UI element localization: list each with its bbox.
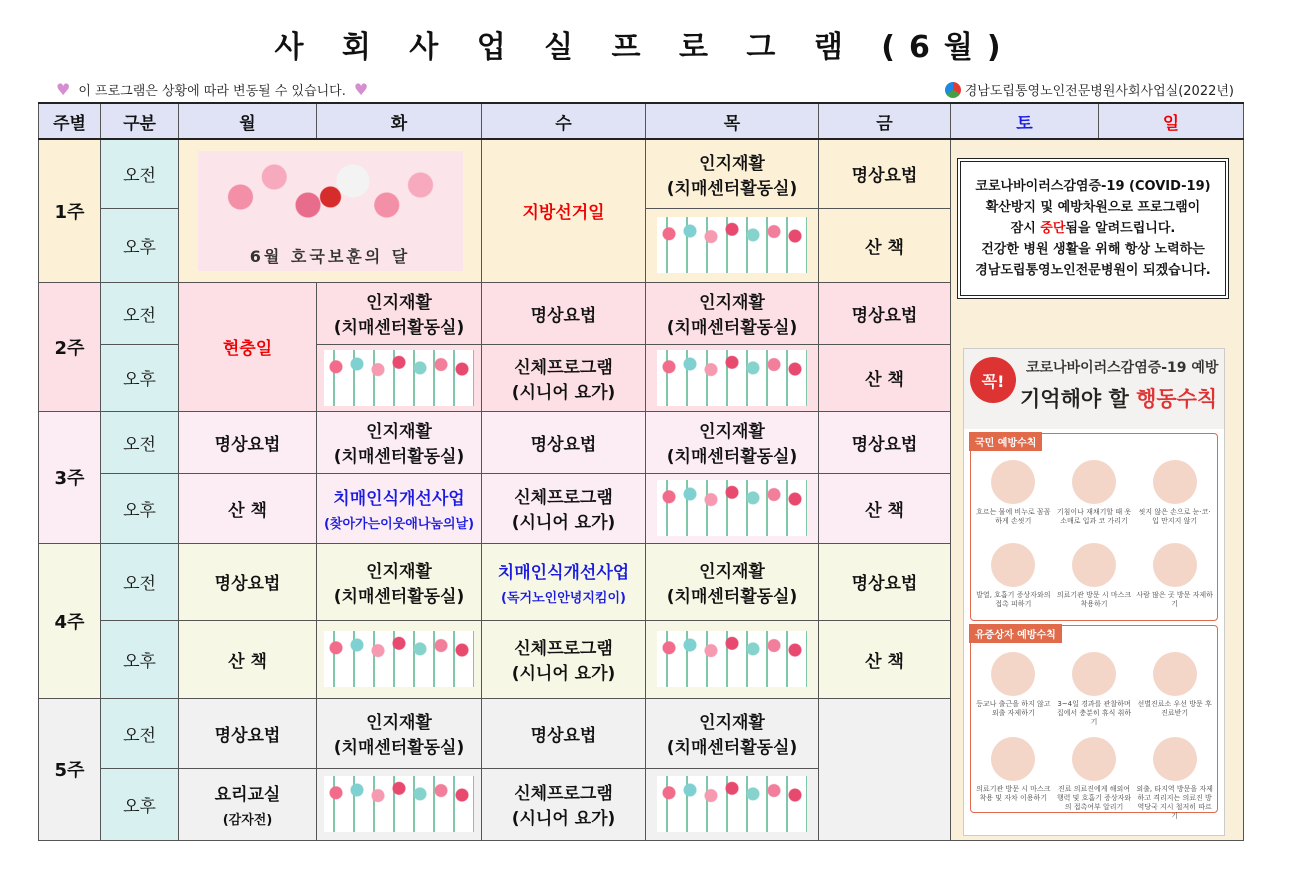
program-location: (시니어 요가) [511, 382, 616, 403]
program-name: 인지재활 [699, 713, 765, 733]
program-name: 인지재활 [366, 293, 432, 313]
program-name: 인지재활 [366, 561, 432, 582]
am-label: 오전 [101, 698, 179, 768]
header-sun: 일 [1099, 103, 1244, 139]
flower-image-cell [646, 473, 819, 543]
program-cell: 명상요법 [482, 282, 646, 344]
notice-text: 잠시 [1010, 221, 1041, 236]
program-cell [646, 411, 819, 473]
program-name: 인지재활 [366, 422, 432, 442]
tulip-flowers-icon [657, 350, 807, 406]
rule-item [1136, 646, 1213, 727]
tulip-flowers-icon [324, 350, 474, 406]
program-cell [179, 768, 317, 840]
program-cell: 산 책 [179, 473, 317, 543]
program-name: 인지재활 [699, 153, 765, 174]
program-cell [482, 620, 646, 698]
symptomatic-rules-section [970, 625, 1218, 820]
program-cell [317, 473, 482, 543]
program-detail: (독거노인안녕지킴이) [501, 590, 626, 606]
covid-side-panel [951, 139, 1244, 840]
rule-item [975, 537, 1052, 616]
notice-text: 됨을 알려드립니다. [1065, 221, 1176, 236]
memorial-month-poster [179, 139, 482, 282]
program-cell [646, 139, 819, 208]
header-fri: 금 [819, 103, 951, 139]
program-name: 치매인식개선사업 [497, 562, 630, 583]
poster-title [1020, 383, 1217, 413]
program-cell [482, 344, 646, 411]
week-label: 3주 [39, 411, 101, 543]
section-tag: 유증상자 예방수칙 [969, 624, 1062, 643]
rule-illustration-icon [1153, 543, 1197, 587]
rule-item [1136, 731, 1213, 821]
empty-cell [819, 698, 951, 840]
program-location: (시니어 요가) [511, 513, 616, 533]
program-cell [317, 282, 482, 344]
rule-illustration-icon [1072, 460, 1116, 504]
notice-line: 확산방지 및 예방차원으로 프로그램이 [985, 200, 1201, 215]
flag-flowers-image [198, 151, 463, 271]
program-location: (치매센터활동실) [666, 178, 798, 199]
flower-image-cell [646, 344, 819, 411]
heart-icon: ♥ [353, 80, 369, 99]
notice-line: 건강한 병원 생활을 위해 항상 노력하는 [981, 242, 1205, 257]
rule-item [1056, 731, 1133, 821]
poster-header [964, 349, 1224, 429]
rule-item [1136, 454, 1213, 533]
rule-item [975, 454, 1052, 533]
tulip-flowers-icon [657, 217, 807, 273]
rule-illustration-icon [991, 652, 1035, 696]
program-name: 치매인식개선사업 [333, 489, 465, 509]
program-cell [482, 543, 646, 620]
rule-illustration-icon [1153, 652, 1197, 696]
rule-illustration-icon [1072, 652, 1116, 696]
flower-image-cell [317, 768, 482, 840]
tulip-flowers-icon [657, 480, 807, 536]
program-name: 신체프로그램 [514, 357, 613, 378]
rule-caption: 기침이나 재채기할 때 옷소매로 입과 코 가리기 [1056, 508, 1132, 525]
program-cell: 산 책 [179, 620, 317, 698]
program-cell: 명상요법 [482, 411, 646, 473]
covid-prevention-poster [963, 348, 1225, 836]
program-location: (치매센터활동실) [666, 586, 798, 607]
notice-text: 이 프로그램은 상황에 따라 변동될 수 있습니다. [78, 84, 346, 99]
program-cell [646, 543, 819, 620]
program-cell [482, 768, 646, 840]
program-detail: (감자전) [222, 813, 273, 828]
program-detail: (찾아가는이웃애나눔의날) [323, 517, 475, 532]
program-name: 신체프로그램 [514, 488, 613, 508]
pm-label: 오후 [101, 344, 179, 411]
program-location: (시니어 요가) [511, 809, 616, 829]
program-location: (치매센터활동실) [666, 318, 798, 338]
header-tue: 화 [317, 103, 482, 139]
rule-caption: 진료 의료진에게 해외여행력 및 호흡기 증상자와의 접촉여부 알리기 [1056, 785, 1132, 811]
memorial-day: 현충일 [179, 282, 317, 411]
program-cell [646, 698, 819, 768]
rule-caption: 등교나 출근을 하지 않고 외출 자제하기 [976, 700, 1051, 717]
tulip-flowers-icon [324, 776, 474, 832]
header-week: 주별 [39, 103, 101, 139]
program-location: (시니어 요가) [511, 664, 616, 684]
week-label: 5주 [39, 698, 101, 840]
schedule-table [38, 102, 1244, 841]
program-cell: 명상요법 [179, 698, 317, 768]
notice-line: 코로나바이러스감염증-19 (COVID-19) [975, 179, 1211, 194]
program-location: (치매센터활동실) [333, 586, 465, 607]
program-name: 인지재활 [699, 422, 765, 442]
header-wed: 수 [482, 103, 646, 139]
suspended-text: 중단 [1040, 221, 1066, 236]
poster-subtitle: 코로나바이러스감염증-19 예방 [1026, 360, 1219, 376]
program-name: 신체프로그램 [514, 639, 613, 659]
program-location: (치매센터활동실) [666, 447, 798, 467]
program-cell [317, 411, 482, 473]
rule-caption: 선별진료소 우선 방문 후 진료받기 [1137, 700, 1212, 717]
hospital-logo-icon [945, 82, 961, 98]
pm-label: 오후 [101, 208, 179, 282]
page-title: 사 회 사 업 실 프 로 그 램 (6월) [274, 30, 1015, 65]
rule-item [1136, 537, 1213, 616]
am-label: 오전 [101, 411, 179, 473]
must-badge: 꼭! [970, 357, 1016, 403]
program-cell: 명상요법 [179, 543, 317, 620]
notice-line: 경남도립통영노인전문병원이 되겠습니다. [975, 263, 1211, 278]
rule-illustration-icon [991, 460, 1035, 504]
organization-name: 경남도립통영노인전문병원사회사업실(2022년) [964, 84, 1234, 99]
rule-caption: 의료기관 방문 시 마스크 착용 및 자차 이용하기 [976, 785, 1051, 802]
am-label: 오전 [101, 282, 179, 344]
rule-illustration-icon [1072, 543, 1116, 587]
flower-image-cell [646, 620, 819, 698]
program-location: (치매센터활동실) [666, 738, 798, 758]
program-cell: 산 책 [819, 344, 951, 411]
program-location: (치매센터활동실) [333, 738, 465, 758]
rule-caption: 의료기관 방문 시 마스크 착용하기 [1056, 591, 1132, 608]
program-cell: 산 책 [819, 473, 951, 543]
flower-image-cell [317, 344, 482, 411]
program-cell [646, 282, 819, 344]
program-location: (치매센터활동실) [333, 318, 465, 338]
program-cell: 명상요법 [819, 411, 951, 473]
pm-label: 오후 [101, 768, 179, 840]
flower-image-cell [646, 208, 819, 282]
program-cell: 명상요법 [819, 139, 951, 208]
election-day: 지방선거일 [482, 139, 646, 282]
header-division: 구분 [101, 103, 179, 139]
notice-line [965, 218, 1221, 239]
header-sat: 토 [951, 103, 1099, 139]
program-name: 요리교실 [214, 785, 281, 805]
rule-caption: 사람 많은 곳 방문 자제하기 [1136, 591, 1213, 608]
rule-caption: 씻지 않은 손으로 눈·코·입 만지지 않기 [1138, 508, 1211, 525]
tulip-flowers-icon [657, 776, 807, 832]
rule-caption: 발열, 호흡기 증상자와의 접촉 피하기 [976, 591, 1051, 608]
rule-item [1056, 646, 1133, 727]
week-label: 2주 [39, 282, 101, 411]
rule-illustration-icon [991, 543, 1035, 587]
rule-item [975, 646, 1052, 727]
poster-caption: 6월 호국보훈의 달 [249, 246, 411, 266]
program-name: 신체프로그램 [514, 784, 613, 804]
rule-caption: 외출, 타지역 방문을 자제하고 격리지는 의료진 방역당국 지시 철저히 따르기 [1136, 785, 1213, 820]
tulip-flowers-icon [657, 631, 807, 687]
program-cell [482, 473, 646, 543]
rule-illustration-icon [1153, 460, 1197, 504]
rule-caption: 3~4일 경과를 관찰하며 집에서 충분히 휴식 취하기 [1056, 700, 1132, 726]
program-cell: 명상요법 [179, 411, 317, 473]
program-cell: 산 책 [819, 620, 951, 698]
flower-image-cell [317, 620, 482, 698]
week-label: 1주 [39, 139, 101, 282]
section-tag: 국민 예방수칙 [969, 432, 1042, 451]
program-cell: 산 책 [819, 208, 951, 282]
flower-wreath-icon [218, 157, 443, 237]
rule-item [1056, 454, 1133, 533]
flower-image-cell [646, 768, 819, 840]
program-cell [317, 543, 482, 620]
rule-caption: 흐르는 물에 비누로 꼼꼼하게 손씻기 [976, 508, 1051, 525]
poster-title-a: 기억해야 할 [1020, 387, 1137, 411]
organization [945, 80, 1234, 99]
rule-item [975, 731, 1052, 821]
header-mon: 월 [179, 103, 317, 139]
poster-title-b: 행동수칙 [1136, 387, 1218, 411]
program-name: 인지재활 [699, 561, 765, 582]
program-cell: 명상요법 [819, 282, 951, 344]
program-name: 인지재활 [366, 713, 432, 733]
program-name: 인지재활 [699, 293, 765, 313]
program-cell [317, 698, 482, 768]
week-label: 4주 [39, 543, 101, 698]
tulip-flowers-icon [324, 631, 474, 687]
rule-illustration-icon [1072, 737, 1116, 781]
heart-icon: ♥ [56, 80, 71, 99]
program-location: (치매센터활동실) [333, 447, 465, 467]
am-label: 오전 [101, 543, 179, 620]
rule-illustration-icon [1153, 737, 1197, 781]
notice [48, 80, 376, 99]
am-label: 오전 [101, 139, 179, 208]
pm-label: 오후 [101, 473, 179, 543]
rule-illustration-icon [991, 737, 1035, 781]
program-cell: 명상요법 [482, 698, 646, 768]
public-rules-section [970, 433, 1218, 621]
header-thu: 목 [646, 103, 819, 139]
covid-notice [957, 158, 1229, 299]
rule-item [1056, 537, 1133, 616]
pm-label: 오후 [101, 620, 179, 698]
program-cell: 명상요법 [819, 543, 951, 620]
